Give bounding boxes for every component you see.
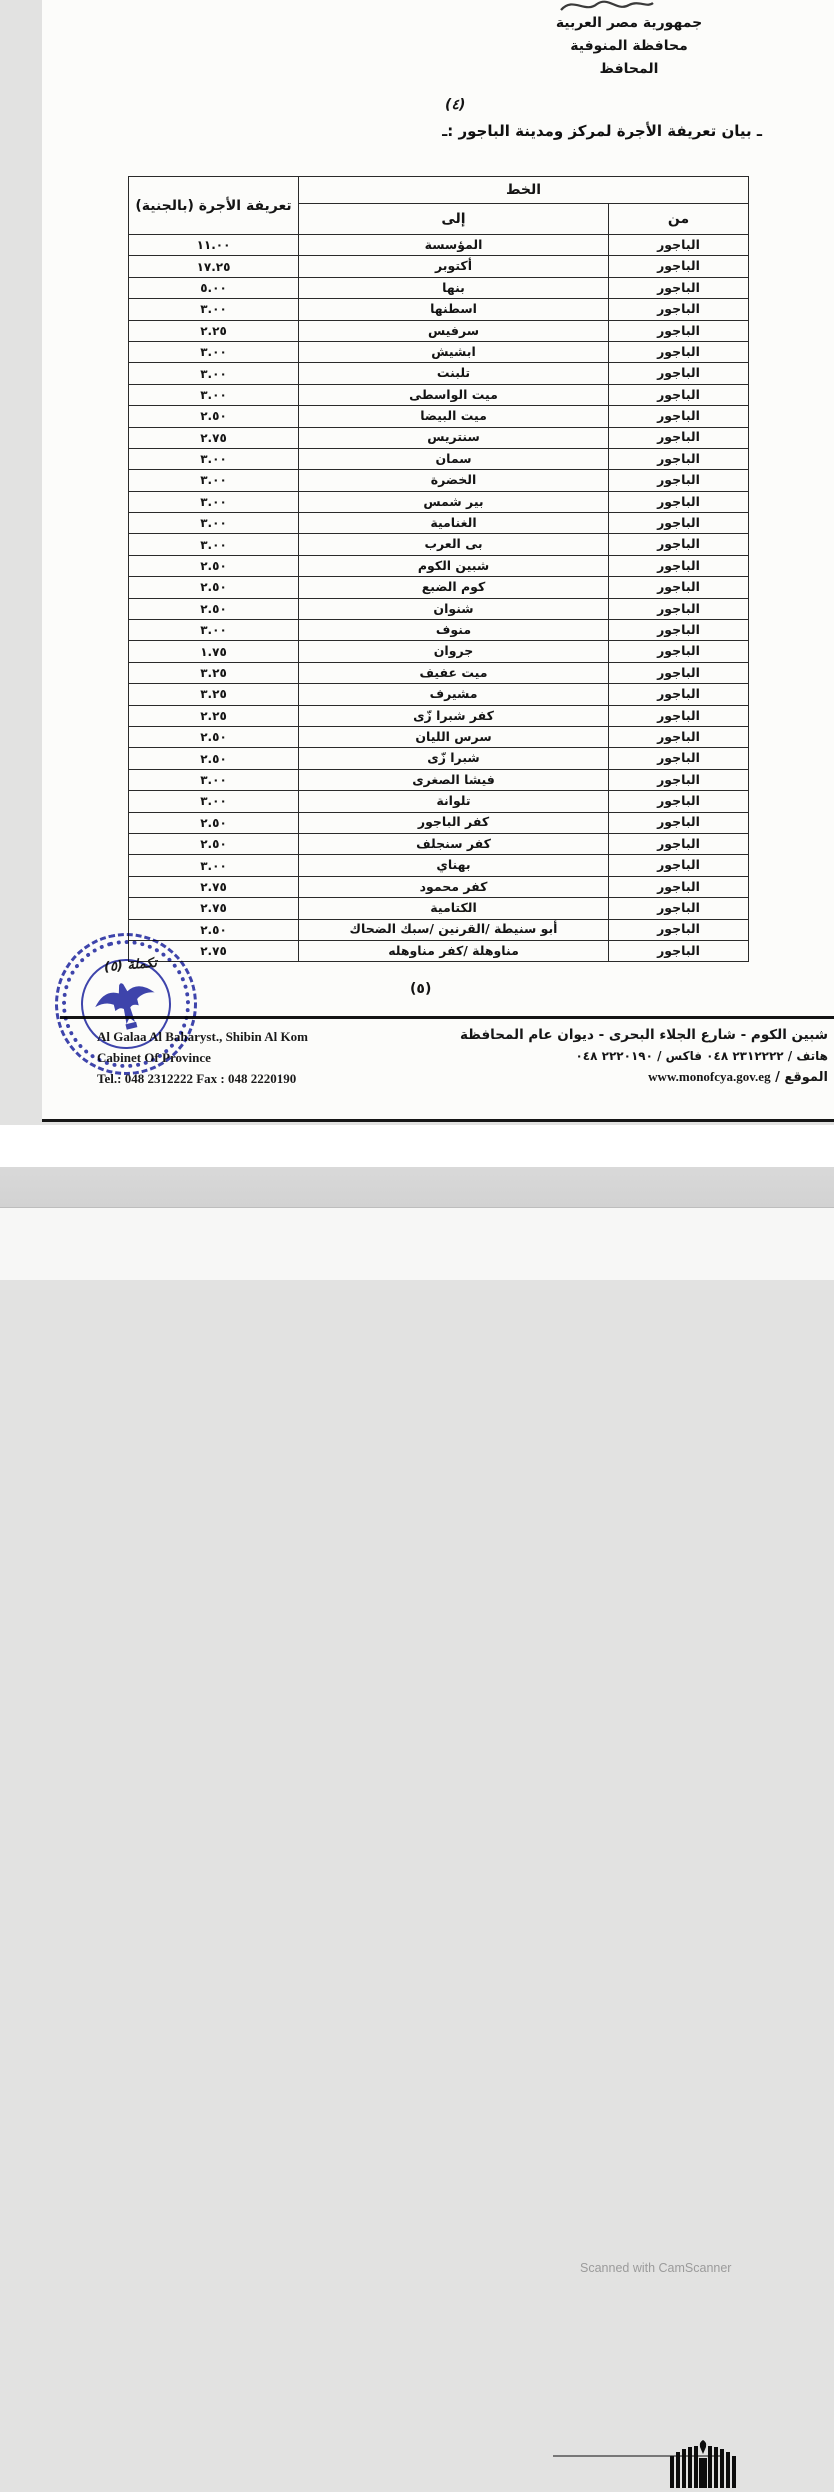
- table-row: [129, 898, 749, 919]
- table-row: [129, 919, 749, 940]
- destination-cell: شبرا زّى: [299, 748, 609, 769]
- fare-cell: ٥.٠٠: [129, 277, 299, 298]
- column-header-to: إلى: [299, 204, 609, 235]
- footer-website-line: [408, 1066, 828, 1088]
- table-row: [129, 598, 749, 619]
- from-cell: الباجور: [609, 320, 749, 341]
- fare-cell: ٣.٠٠: [129, 769, 299, 790]
- table-row: [129, 363, 749, 384]
- from-cell: الباجور: [609, 513, 749, 534]
- from-cell: الباجور: [609, 620, 749, 641]
- fare-cell: ٣.٠٠: [129, 513, 299, 534]
- from-cell: الباجور: [609, 384, 749, 405]
- from-cell: الباجور: [609, 470, 749, 491]
- destination-cell: جروان: [299, 641, 609, 662]
- table-row: [129, 876, 749, 897]
- destination-cell: سرس الليان: [299, 726, 609, 747]
- destination-cell: سمان: [299, 448, 609, 469]
- destination-cell: بى العرب: [299, 534, 609, 555]
- from-cell: الباجور: [609, 256, 749, 277]
- from-cell: الباجور: [609, 684, 749, 705]
- from-cell: الباجور: [609, 791, 749, 812]
- fare-cell: ١.٧٥: [129, 641, 299, 662]
- table-row: [129, 341, 749, 362]
- column-header-line: الخط: [299, 177, 749, 204]
- column-header-fare: تعريفة الأجرة (بالجنية): [129, 177, 299, 235]
- fare-cell: ٢.٥٠: [129, 598, 299, 619]
- fare-cell: ٢.٧٥: [129, 940, 299, 961]
- fare-cell: ٣.٢٥: [129, 662, 299, 683]
- table-row: [129, 940, 749, 961]
- fare-cell: ٢.٥٠: [129, 833, 299, 854]
- from-cell: الباجور: [609, 940, 749, 961]
- table-row: [129, 726, 749, 747]
- fare-cell: ٢.٧٥: [129, 898, 299, 919]
- from-cell: الباجور: [609, 341, 749, 362]
- from-cell: الباجور: [609, 534, 749, 555]
- destination-cell: ابشيش: [299, 341, 609, 362]
- page-number-bottom: (٥): [410, 981, 432, 997]
- footer-website-label: الموقع /: [770, 1070, 828, 1085]
- table-row: [129, 620, 749, 641]
- scanner-footer-bar: [0, 1125, 834, 2275]
- footer-website-url: www.monofcya.gov.eg: [648, 1069, 771, 1084]
- table-row: [129, 256, 749, 277]
- document-title: ـ بيان تعريفة الأجرة لمركز ومدينة الباجور :ـ: [442, 122, 762, 140]
- table-row: [129, 406, 749, 427]
- from-cell: الباجور: [609, 662, 749, 683]
- destination-cell: شبين الكوم: [299, 555, 609, 576]
- destination-cell: الخضرة: [299, 470, 609, 491]
- from-cell: الباجور: [609, 641, 749, 662]
- destination-cell: كفر سنجلف: [299, 833, 609, 854]
- table-row: [129, 812, 749, 833]
- from-cell: الباجور: [609, 491, 749, 512]
- from-cell: الباجور: [609, 406, 749, 427]
- fare-cell: ٢.٥٠: [129, 748, 299, 769]
- fare-cell: ٣.٠٠: [129, 341, 299, 362]
- destination-cell: فيشا الصغرى: [299, 769, 609, 790]
- from-cell: الباجور: [609, 427, 749, 448]
- table-row: [129, 534, 749, 555]
- table-row: [129, 662, 749, 683]
- from-cell: الباجور: [609, 299, 749, 320]
- fare-cell: ٢.٧٥: [129, 876, 299, 897]
- destination-cell: بير شمس: [299, 491, 609, 512]
- destination-cell: كفر محمود: [299, 876, 609, 897]
- handwritten-note: تكملة (٥): [103, 955, 158, 976]
- destination-cell: مشيرف: [299, 684, 609, 705]
- table-row: [129, 513, 749, 534]
- next-page-eagle-icon: [668, 2440, 738, 2488]
- letterhead-office: المحافظ: [599, 61, 659, 77]
- fare-cell: ٣.٢٥: [129, 684, 299, 705]
- from-cell: الباجور: [609, 748, 749, 769]
- scanner-watermark: Scanned with CamScanner: [580, 2261, 732, 2275]
- from-cell: الباجور: [609, 577, 749, 598]
- from-cell: الباجور: [609, 769, 749, 790]
- fare-cell: ٢.٥٠: [129, 577, 299, 598]
- table-row: [129, 299, 749, 320]
- footer-address-ar: شبين الكوم - شارع الجلاء البحرى - ديوان عام المحافظة: [459, 1027, 828, 1043]
- letterhead-country: جمهورية مصر العربية: [555, 15, 703, 31]
- fare-table-body: [129, 235, 749, 962]
- next-page-preview: [0, 1207, 834, 1280]
- page-gap: [0, 1167, 834, 1207]
- letterhead: [524, 12, 734, 81]
- from-cell: الباجور: [609, 277, 749, 298]
- page-number-top: (٤): [445, 97, 466, 113]
- fare-cell: ٢.٢٥: [129, 705, 299, 726]
- destination-cell: اسطنها: [299, 299, 609, 320]
- table-row: [129, 641, 749, 662]
- destination-cell: كفر شبرا زّى: [299, 705, 609, 726]
- from-cell: الباجور: [609, 555, 749, 576]
- fare-cell: ٢.٥٠: [129, 555, 299, 576]
- fare-cell: ٢.٢٥: [129, 320, 299, 341]
- fare-cell: ٢.٥٠: [129, 726, 299, 747]
- fare-cell: ٣.٠٠: [129, 855, 299, 876]
- footer-address-en: Al Galaa Al Baharyst., Shibin Al Kom: [97, 1029, 308, 1044]
- destination-cell: شنوان: [299, 598, 609, 619]
- fare-cell: ١٧.٢٥: [129, 256, 299, 277]
- table-row: [129, 833, 749, 854]
- destination-cell: كوم الضبع: [299, 577, 609, 598]
- fare-cell: ٢.٥٠: [129, 812, 299, 833]
- fare-cell: ٣.٠٠: [129, 363, 299, 384]
- destination-cell: سرفيس: [299, 320, 609, 341]
- from-cell: الباجور: [609, 898, 749, 919]
- destination-cell: تلوانة: [299, 791, 609, 812]
- destination-cell: الكتامية: [299, 898, 609, 919]
- from-cell: الباجور: [609, 855, 749, 876]
- fare-cell: ٣.٠٠: [129, 299, 299, 320]
- from-cell: الباجور: [609, 726, 749, 747]
- fare-cell: ٣.٠٠: [129, 534, 299, 555]
- from-cell: الباجور: [609, 235, 749, 256]
- fare-cell: ٣.٠٠: [129, 791, 299, 812]
- destination-cell: أكتوبر: [299, 256, 609, 277]
- fare-cell: ١١.٠٠: [129, 235, 299, 256]
- destination-cell: ميت الواسطى: [299, 384, 609, 405]
- table-row: [129, 684, 749, 705]
- table-row: [129, 791, 749, 812]
- fare-table-header: [129, 177, 749, 235]
- fare-cell: ٢.٥٠: [129, 919, 299, 940]
- fare-cell: ٣.٠٠: [129, 384, 299, 405]
- table-row: [129, 491, 749, 512]
- fare-cell: ٢.٧٥: [129, 427, 299, 448]
- destination-cell: بهناي: [299, 855, 609, 876]
- from-cell: الباجور: [609, 919, 749, 940]
- destination-cell: بنها: [299, 277, 609, 298]
- from-cell: الباجور: [609, 363, 749, 384]
- fare-cell: ٣.٠٠: [129, 491, 299, 512]
- destination-cell: الغنامية: [299, 513, 609, 534]
- from-cell: الباجور: [609, 812, 749, 833]
- table-row: [129, 470, 749, 491]
- footer-arabic: [408, 1024, 828, 1088]
- table-row: [129, 769, 749, 790]
- destination-cell: المؤسسة: [299, 235, 609, 256]
- table-row: [129, 577, 749, 598]
- destination-cell: منوف: [299, 620, 609, 641]
- table-row: [129, 320, 749, 341]
- from-cell: الباجور: [609, 833, 749, 854]
- destination-cell: ميت البيضا: [299, 406, 609, 427]
- footer-phone-en: Tel.: 048 2312222 Fax : 048 2220190: [97, 1071, 297, 1086]
- fare-cell: ٣.٠٠: [129, 620, 299, 641]
- footer-office-en: Cabinet Of Province: [97, 1050, 211, 1065]
- from-cell: الباجور: [609, 705, 749, 726]
- document-paper: [42, 0, 834, 1122]
- from-cell: الباجور: [609, 448, 749, 469]
- fare-cell: ٢.٥٠: [129, 406, 299, 427]
- table-row: [129, 384, 749, 405]
- destination-cell: أبو سنيطة /القرنين /سبك الضحاك: [299, 919, 609, 940]
- column-header-from: من: [609, 204, 749, 235]
- table-row: [129, 705, 749, 726]
- footer-phone-ar: هاتف / ٢٣١٢٢٢٢ ٠٤٨ فاكس / ٢٢٢٠١٩٠ ٠٤٨: [575, 1049, 828, 1063]
- destination-cell: ميت عفيف: [299, 662, 609, 683]
- table-row: [129, 277, 749, 298]
- destination-cell: سنتريس: [299, 427, 609, 448]
- fare-cell: ٣.٠٠: [129, 470, 299, 491]
- table-row: [129, 448, 749, 469]
- destination-cell: تلبنت: [299, 363, 609, 384]
- destination-cell: كفر الباجور: [299, 812, 609, 833]
- fare-cell: ٣.٠٠: [129, 448, 299, 469]
- destination-cell: مناوهلة /كفر مناوهله: [299, 940, 609, 961]
- fare-table: [128, 176, 749, 962]
- from-cell: الباجور: [609, 876, 749, 897]
- table-row: [129, 427, 749, 448]
- from-cell: الباجور: [609, 598, 749, 619]
- table-row: [129, 555, 749, 576]
- letterhead-governorate: محافظة المنوفية: [570, 38, 688, 54]
- table-row: [129, 235, 749, 256]
- table-row: [129, 855, 749, 876]
- table-row: [129, 748, 749, 769]
